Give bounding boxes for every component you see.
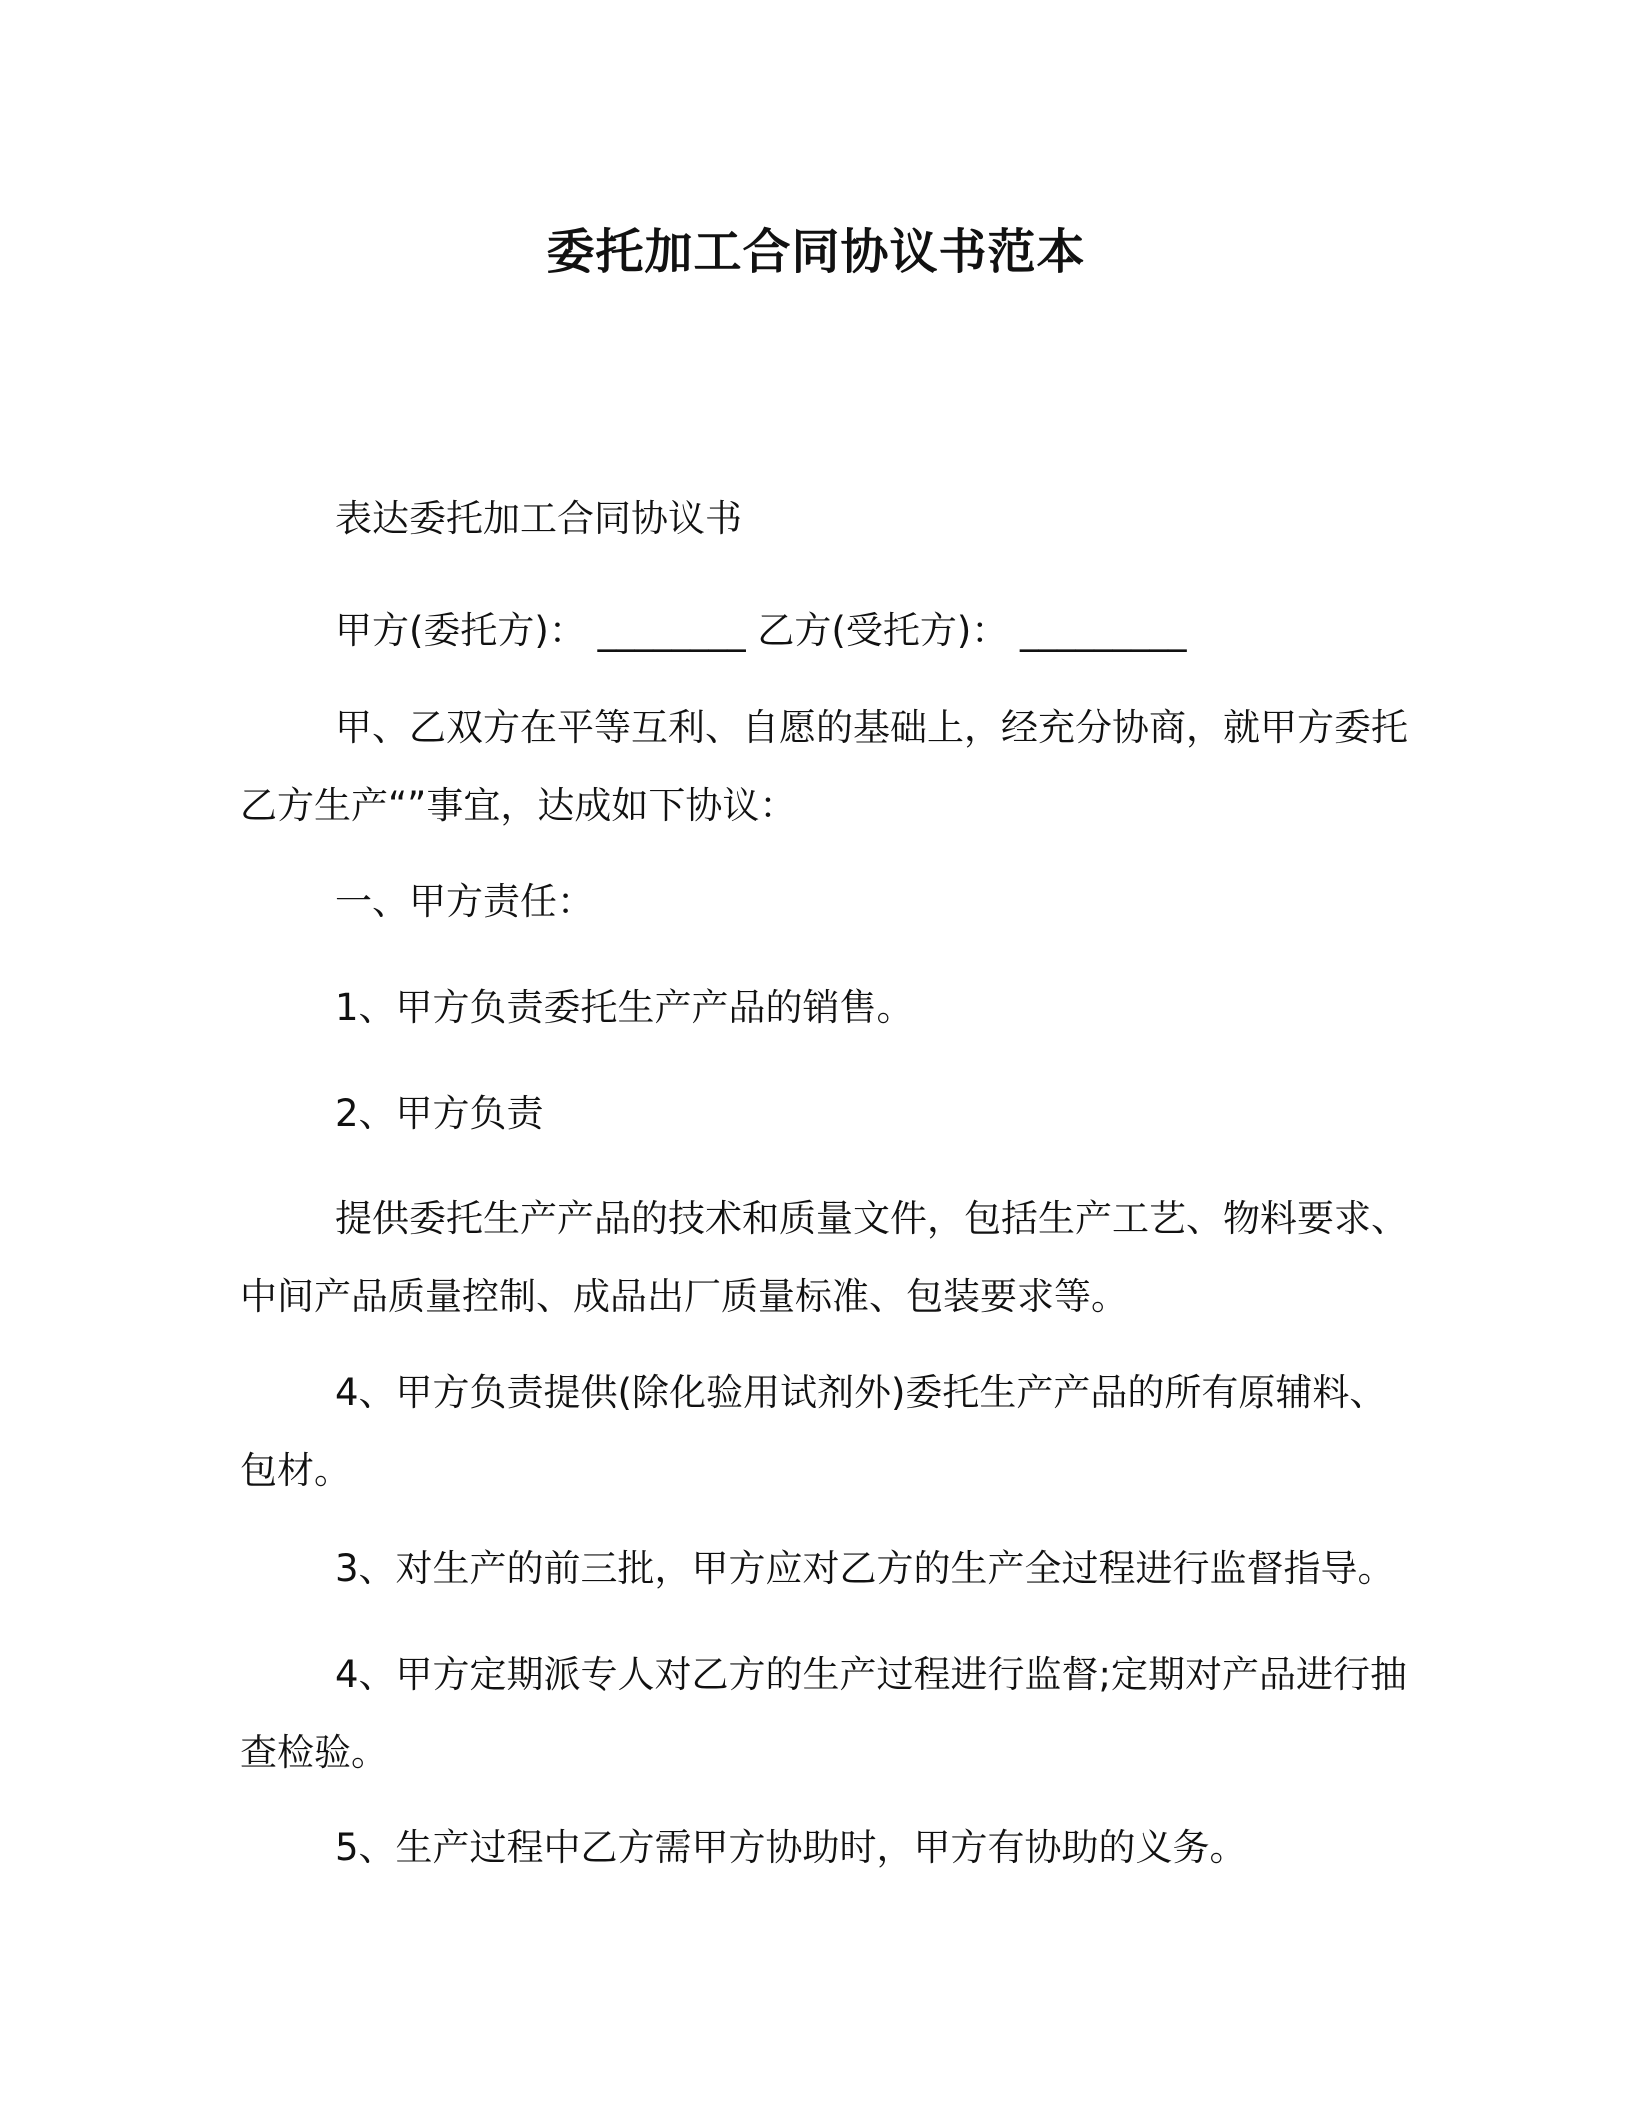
clause-1: 1、甲方负责委托生产产品的销售。 <box>335 986 914 1029</box>
section-heading-party-a: 一、甲方责任： <box>335 880 594 923</box>
clause-4-supervision: 4、甲方定期派专人对乙方的生产过程进行监督;定期对产品进行抽查检验。 <box>240 1653 1408 1774</box>
party-a-label: 甲方(委托方)： <box>335 609 586 652</box>
party-b-label: 乙方(受托方)： <box>757 609 1009 652</box>
document-title: 委托加工合同协议书范本 <box>546 224 1086 280</box>
document-subtitle: 表达委托加工合同协议书 <box>335 497 742 540</box>
clause-2: 2、甲方负责 <box>335 1092 544 1135</box>
party-a-blank: ________ <box>597 609 746 652</box>
party-b-blank: _________ <box>1020 609 1187 652</box>
clause-2-detail: 提供委托生产产品的技术和质量文件，包括生产工艺、物料要求、中间产品质量控制、成品出厂质量标准、包装要求等。 <box>240 1197 1408 1318</box>
paragraph-intro: 甲、乙双方在平等互利、自愿的基础上，经充分协商，就甲方委托乙方生产“”事宜，达成如下协议： <box>240 706 1408 827</box>
clause-5: 5、生产过程中乙方需甲方协助时，甲方有协助的义务。 <box>335 1826 1247 1869</box>
clause-3: 3、对生产的前三批，甲方应对乙方的生产全过程进行监督指导。 <box>335 1547 1395 1590</box>
parties-line <box>240 592 1420 670</box>
clause-4-materials: 4、甲方负责提供(除化验用试剂外)委托生产产品的所有原辅料、包材。 <box>240 1371 1387 1492</box>
